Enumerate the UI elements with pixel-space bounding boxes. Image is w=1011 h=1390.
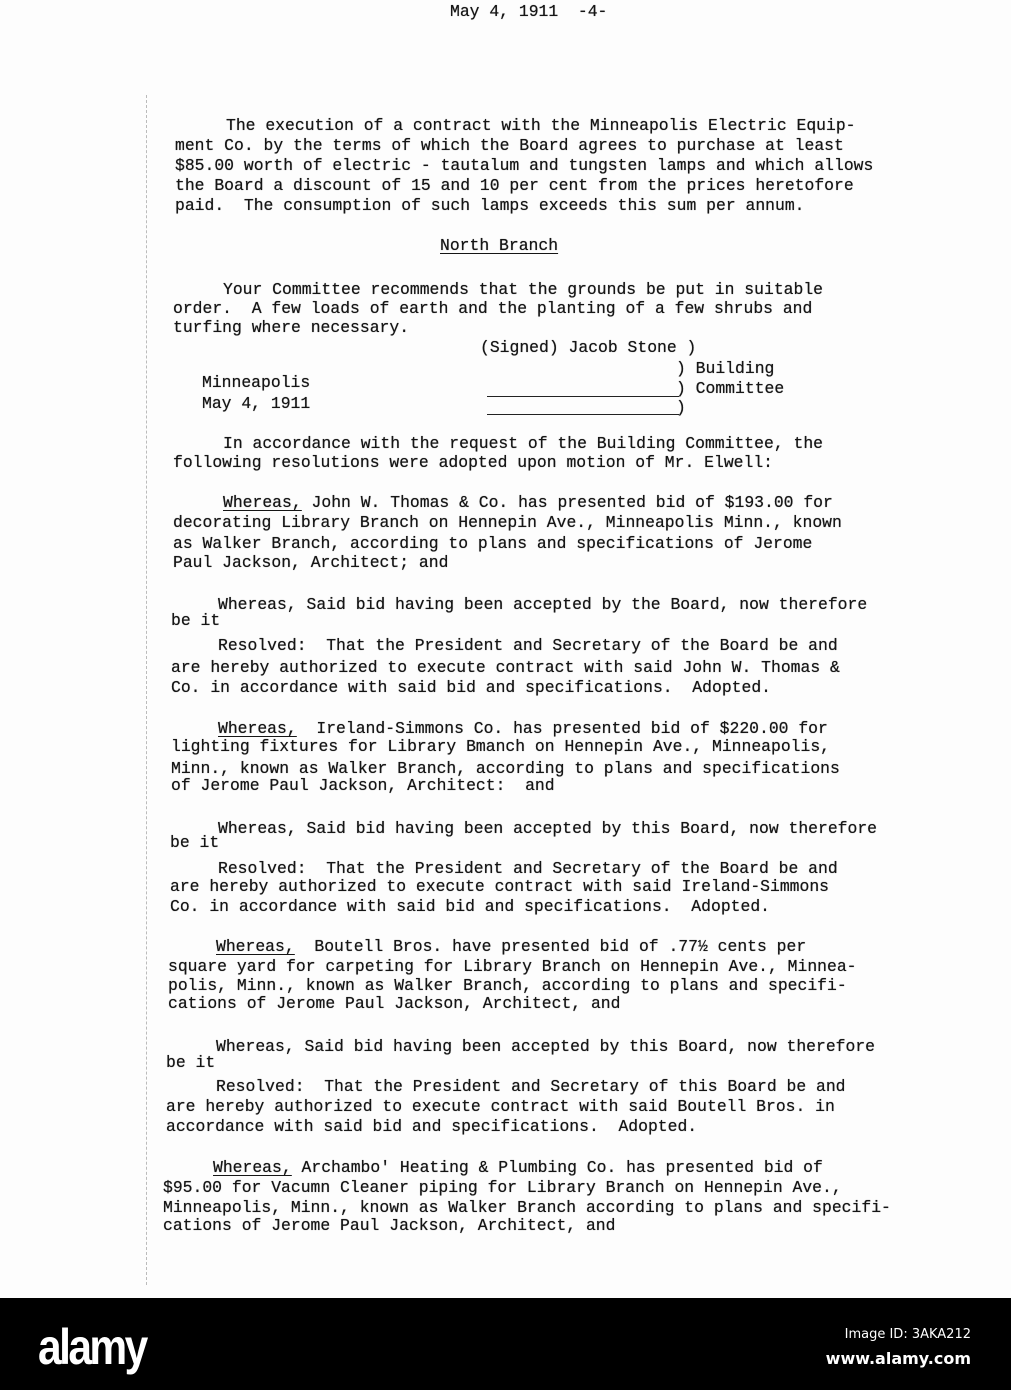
paren: ): [676, 398, 686, 417]
para3-line: following resolutions were adopted upon motion of Mr. Elwell:: [173, 453, 773, 472]
accepted-line: Whereas, Said bid having been accepted by the Board, now therefore: [218, 595, 868, 614]
watermark-url: www.alamy.com: [825, 1349, 971, 1368]
signature-line: [487, 414, 679, 415]
whereas-label: Whereas,: [223, 493, 302, 512]
resolution-line: polis, Minn., known as Walker Branch, according to plans and specifi-: [168, 976, 847, 995]
para2-line: Your Committee recommends that the grounds be put in suitable: [223, 280, 823, 299]
place-label: Minneapolis: [202, 373, 311, 392]
whereas-first-line: [218, 720, 828, 738]
resolved-line: Co. in accordance with said bid and specifications. Adopted.: [170, 897, 770, 916]
signed-line: (Signed) Jacob Stone ): [480, 338, 697, 357]
resolution-line: Minn., known as Walker Branch, according to plans and specifications: [171, 759, 840, 778]
para1-line: ment Co. by the terms of which the Board agrees to purchase at least: [175, 136, 844, 155]
whereas-label: Whereas,: [218, 719, 297, 738]
para2-line: order. A few loads of earth and the planting of a few shrubs and: [173, 299, 813, 318]
line-text: Archambo' Heating & Plumbing Co. has presented bid of: [291, 1158, 823, 1177]
resolution-line: Paul Jackson, Architect; and: [173, 553, 449, 572]
resolution-line: lighting fixtures for Library Bmanch on Hennepin Ave., Minneapolis,: [171, 737, 831, 756]
para1-line: the Board a discount of 15 and 10 per cent from the prices heretofore: [175, 176, 854, 195]
signature-line: [487, 396, 679, 397]
line-text: Boutell Bros. have presented bid of .77½ cents per: [294, 937, 807, 956]
resolution-line: cations of Jerome Paul Jackson, Architect, and: [163, 1216, 616, 1235]
whereas-first-line: [213, 1159, 823, 1177]
resolved-line: Resolved: That the President and Secretary of the Board be and: [218, 859, 838, 878]
resolution-line: decorating Library Branch on Hennepin Ave., Minneapolis Minn., known: [173, 513, 842, 532]
margin-mark: [146, 95, 147, 1285]
resolution-line: Minneapolis, Minn., known as Walker Branch according to plans and specifi-: [163, 1198, 891, 1217]
accepted-line: be it: [166, 1053, 216, 1072]
image-id: Image ID: 3AKA212: [844, 1327, 971, 1342]
whereas-first-line: [216, 938, 806, 956]
resolution-line: cations of Jerome Paul Jackson, Architect, and: [168, 994, 621, 1013]
resolved-line: are hereby authorized to execute contract with said Boutell Bros. in: [166, 1097, 835, 1116]
resolution-line: $95.00 for Vacumn Cleaner piping for Library Branch on Hennepin Ave.,: [163, 1178, 842, 1197]
page-header: May 4, 1911 -4-: [450, 2, 608, 21]
accepted-line: Whereas, Said bid having been accepted by this Board, now therefore: [218, 819, 878, 838]
alamy-logo: alamy: [38, 1319, 146, 1375]
resolved-line: are hereby authorized to execute contract with said Ireland-Simmons: [170, 877, 830, 896]
resolution-line: as Walker Branch, according to plans and specifications of Jerome: [173, 534, 813, 553]
section-heading: North Branch: [440, 236, 559, 255]
resolution-line: square yard for carpeting for Library Branch on Hennepin Ave., Minnea-: [168, 957, 857, 976]
resolved-line: accordance with said bid and specifications. Adopted.: [166, 1117, 698, 1136]
line-text: Ireland-Simmons Co. has presented bid of $220.00 for: [296, 719, 828, 738]
accepted-line: be it: [171, 611, 221, 630]
resolved-line: Resolved: That the President and Secretary of this Board be and: [216, 1077, 846, 1096]
resolved-line: Co. in accordance with said bid and specifications. Adopted.: [171, 678, 771, 697]
para1-line: $85.00 worth of electric - tautalum and tungsten lamps and which allows: [175, 156, 874, 175]
para1-line: The execution of a contract with the Minneapolis Electric Equip-: [226, 116, 856, 135]
para2-line: turfing where necessary.: [173, 318, 410, 337]
resolved-line: Resolved: That the President and Secretary of the Board be and: [218, 636, 838, 655]
resolved-line: are hereby authorized to execute contract with said John W. Thomas &: [171, 658, 840, 677]
committee-label: ) Committee: [676, 379, 785, 398]
watermark-bar: [0, 1298, 1011, 1390]
resolution-line: of Jerome Paul Jackson, Architect: and: [171, 776, 555, 795]
para3-line: In accordance with the request of the Building Committee, the: [223, 434, 823, 453]
para1-line: paid. The consumption of such lamps exceeds this sum per annum.: [175, 196, 805, 215]
accepted-line: be it: [170, 833, 220, 852]
line-text: John W. Thomas & Co. has presented bid of $193.00 for: [301, 493, 833, 512]
date-label: May 4, 1911: [202, 394, 311, 413]
whereas-label: Whereas,: [213, 1158, 292, 1177]
whereas-first-line: [223, 494, 833, 512]
accepted-line: Whereas, Said bid having been accepted by this Board, now therefore: [216, 1037, 876, 1056]
building-label: ) Building: [676, 359, 775, 378]
whereas-label: Whereas,: [216, 937, 295, 956]
